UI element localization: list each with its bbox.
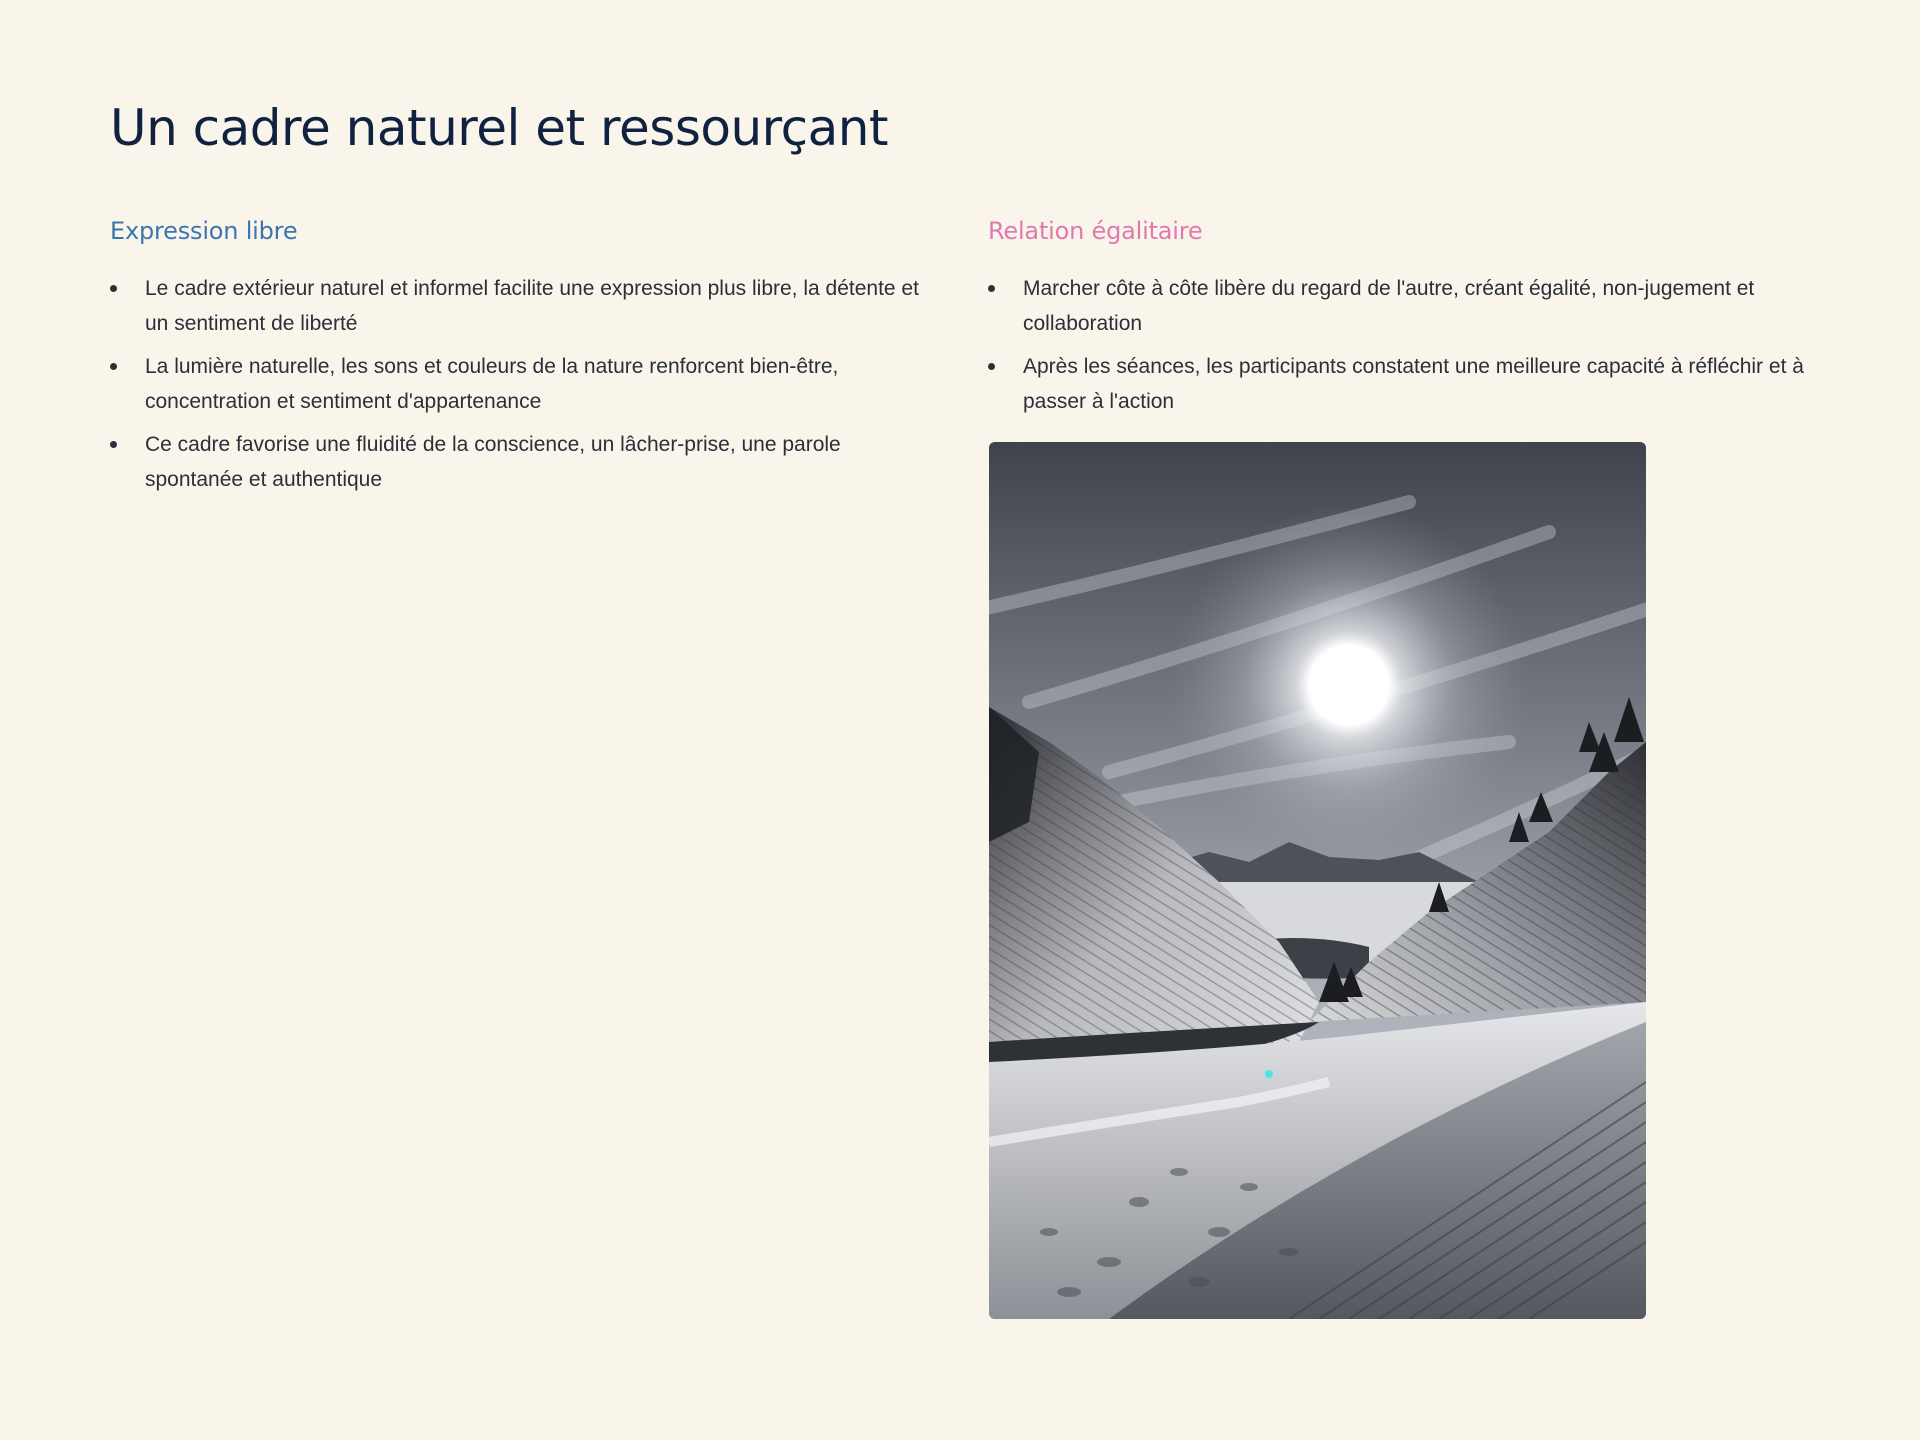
list-item-text: Marcher côte à côte libère du regard de l'autre, créant égalité, non-jugement et collaboration — [1023, 277, 1755, 335]
bullet-icon — [110, 441, 117, 448]
bullet-icon — [110, 285, 117, 292]
list-item — [110, 349, 940, 419]
list-item-text: Le cadre extérieur naturel et informel facilite une expression plus libre, la détente et un sentiment de liberté — [145, 277, 919, 335]
bullet-icon — [988, 363, 995, 370]
left-column-heading: Expression libre — [110, 217, 298, 245]
page-title: Un cadre naturel et ressourçant — [110, 99, 889, 157]
list-item-text: Ce cadre favorise une fluidité de la conscience, un lâcher-prise, une parole spontanée et authentique — [145, 433, 841, 491]
right-column-heading: Relation égalitaire — [988, 217, 1203, 245]
snowy-mountain-photo — [989, 442, 1646, 1319]
left-bullet-list — [110, 271, 940, 497]
bullet-icon — [988, 285, 995, 292]
bullet-icon — [110, 363, 117, 370]
list-item — [110, 427, 940, 497]
right-column — [988, 213, 1818, 427]
list-item-text: La lumière naturelle, les sons et couleurs de la nature renforcent bien-être, concentration et sentiment d'appartenance — [145, 355, 839, 413]
mountain-landscape-icon — [989, 442, 1646, 1319]
list-item — [110, 271, 940, 341]
list-item-text: Après les séances, les participants constatent une meilleure capacité à réfléchir et à passer à l'action — [1023, 355, 1804, 413]
list-item — [988, 271, 1818, 341]
left-column — [110, 213, 940, 505]
list-item — [988, 349, 1818, 419]
right-bullet-list — [988, 271, 1818, 419]
